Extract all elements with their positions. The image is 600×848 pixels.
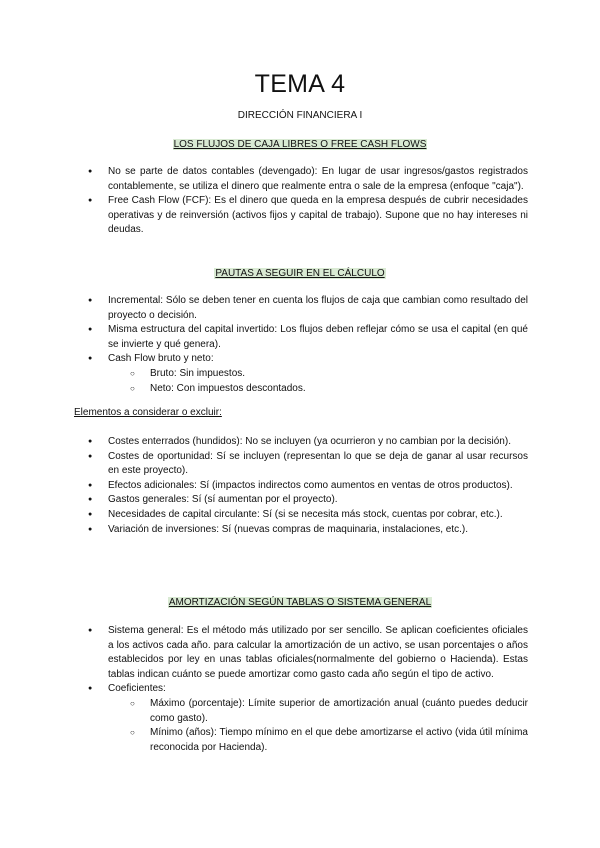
- list-item: ● Efectos adicionales: Sí (impactos indirectos como aumentos en ventas de otros productos).: [88, 479, 528, 494]
- bullet-list-elementos: [88, 435, 528, 537]
- section-heading-pautas: [0, 268, 600, 279]
- page-subtitle: DIRECCIÓN FINANCIERA I: [237, 110, 363, 121]
- section-heading-text: PAUTAS A SEGUIR EN EL CÁLCULO: [215, 268, 385, 279]
- sub-list-item: ○ Neto: Con impuestos descontados.: [130, 382, 528, 397]
- sub-list-item: ○ Bruto: Sin impuestos.: [130, 367, 528, 382]
- sub-list-cash-flow: [108, 367, 528, 396]
- section-heading-text: LOS FLUJOS DE CAJA LIBRES O FREE CASH FLOWS: [173, 139, 427, 150]
- list-item: ● No se parte de datos contables (devengado): En lugar de usar ingresos/gastos registrados contablemente, se utiliza el dinero que realmente entra o sale de la empresa (enfoque "caja").: [88, 165, 528, 194]
- bullet-list-amortizacion: [88, 624, 528, 755]
- list-item: ● Necesidades de capital circulante: Sí (si se necesita más stock, cuentas por cobrar, etc.).: [88, 508, 528, 523]
- bullet-list-pautas: [88, 294, 528, 396]
- bullet-list-free-cash-flows: [88, 165, 528, 238]
- list-item-text: Coeficientes:: [108, 683, 166, 695]
- sub-list-item: ○ Mínimo (años): Tiempo mínimo en el que debe amortizarse el activo (vida útil mínima reconocida por Hacienda).: [130, 726, 528, 755]
- list-item: [88, 352, 528, 396]
- section-heading-free-cash-flows: [0, 139, 600, 150]
- sub-list-coeficientes: [108, 697, 528, 755]
- list-item: [88, 682, 528, 755]
- section-heading-elementos: Elementos a considerar o excluir:: [74, 407, 222, 418]
- list-item: ● Costes de oportunidad: Sí se incluyen (representan lo que se deja de ganar al usar recursos en este proyecto).: [88, 450, 528, 479]
- section-heading-text: AMORTIZACIÓN SEGÚN TABLAS O SISTEMA GENERAL: [168, 597, 432, 608]
- page-title: TEMA 4: [254, 70, 346, 98]
- list-item: ● Sistema general: Es el método más utilizado por ser sencillo. Se aplican coeficientes oficiales a los activos cada año. para calcular la amortización de un activo, se usan porcentajes o años establecidos por ley en unas tablas oficiales(normalmente del gobierno o Hacienda). Estas tablas indican cuánto se puede amortizar como gasto cada año según el tipo de activo.: [88, 624, 528, 682]
- list-item: ● Free Cash Flow (FCF): Es el dinero que queda en la empresa después de cubrir necesidades operativas y de reinversión (activos fijos y capital de trabajo). Supone que no hay intereses ni deudas.: [88, 194, 528, 238]
- list-item: ● Gastos generales: Sí (sí aumentan por el proyecto).: [88, 493, 528, 508]
- section-heading-amortizacion: [0, 597, 600, 608]
- list-item: ● Costes enterrados (hundidos): No se incluyen (ya ocurrieron y no cambian por la decisión).: [88, 435, 528, 450]
- list-item-text: Cash Flow bruto y neto:: [108, 353, 214, 365]
- list-item: ● Incremental: Sólo se deben tener en cuenta los flujos de caja que cambian como resultado del proyecto o decisión.: [88, 294, 528, 323]
- list-item: ● Variación de inversiones: Sí (nuevas compras de maquinaria, instalaciones, etc.).: [88, 523, 528, 538]
- sub-list-item: ○ Máximo (porcentaje): Límite superior de amortización anual (cuánto puedes deducir como gasto).: [130, 697, 528, 726]
- list-item: ● Misma estructura del capital invertido: Los flujos deben reflejar cómo se usa el capital (en qué se invierte y qué genera).: [88, 323, 528, 352]
